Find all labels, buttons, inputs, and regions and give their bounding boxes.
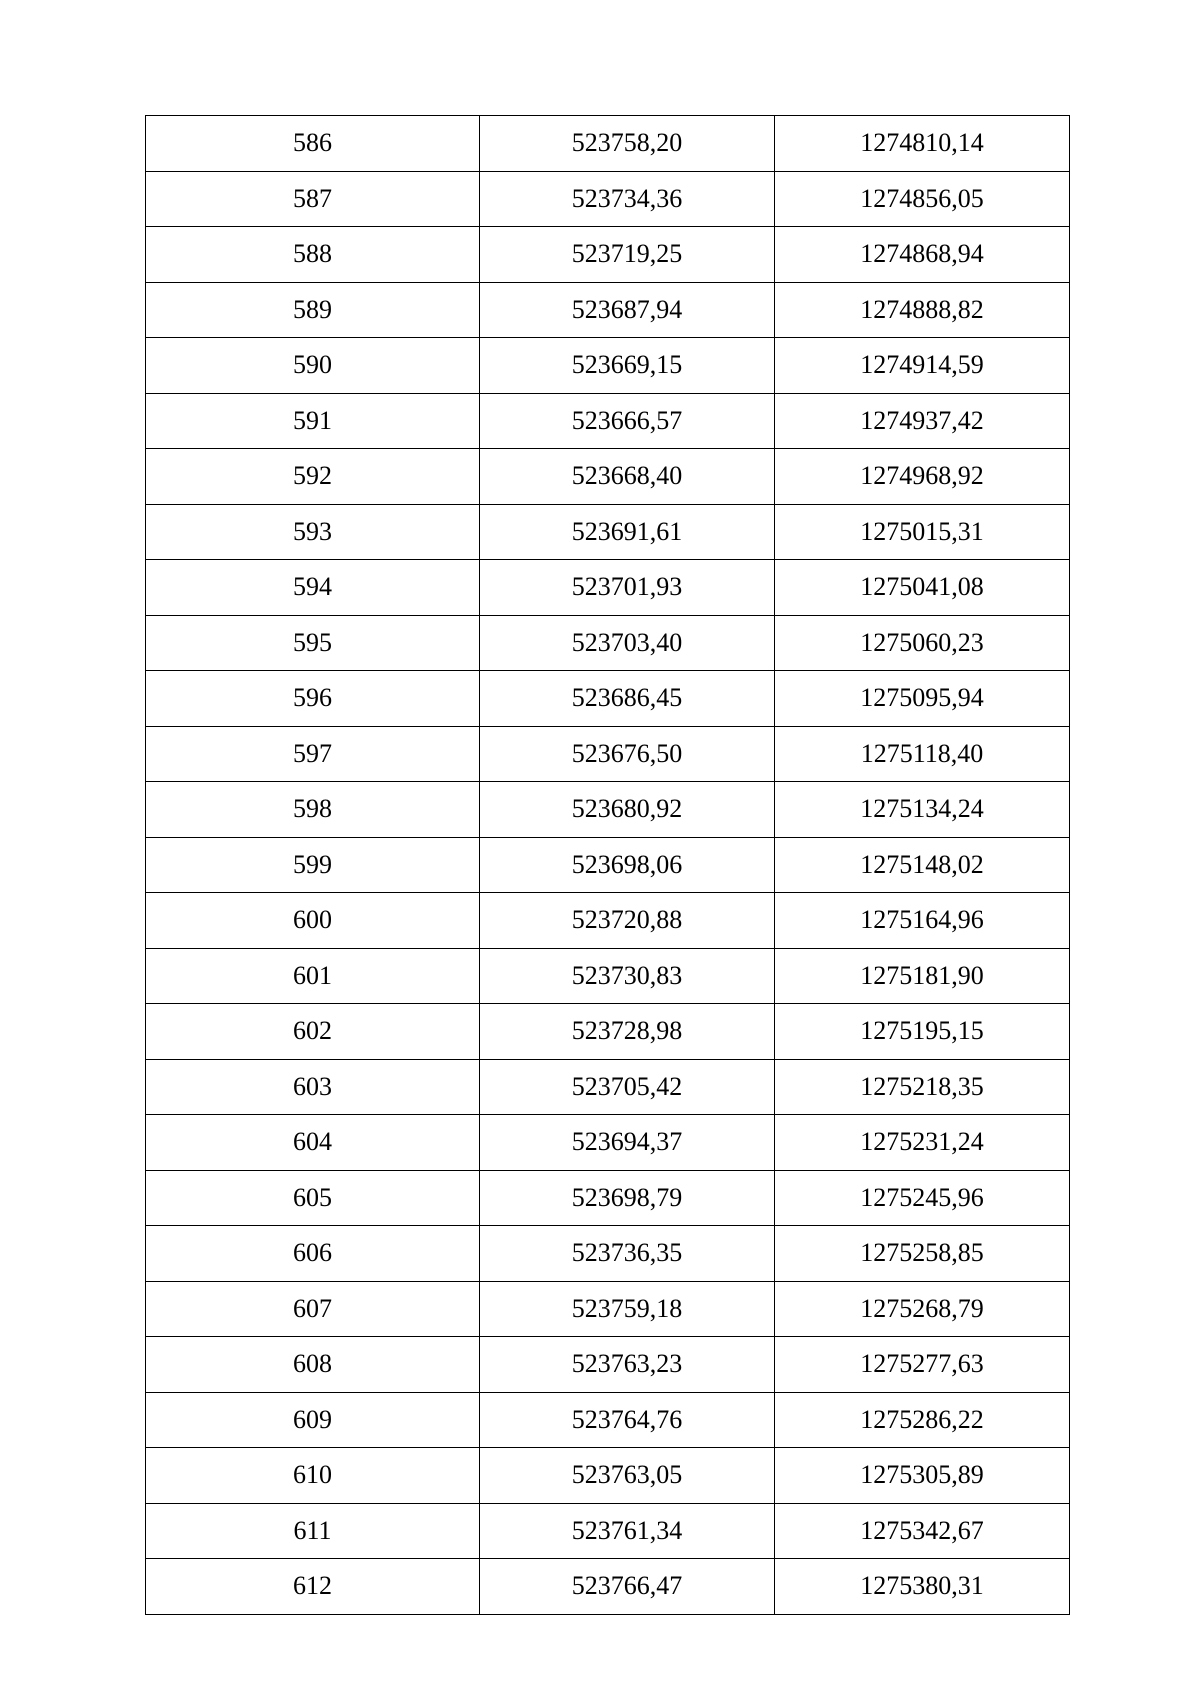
point-number-cell: 610 xyxy=(146,1448,480,1504)
point-number-cell: 611 xyxy=(146,1503,480,1559)
y-coordinate-cell: 1275164,96 xyxy=(775,893,1070,949)
y-coordinate-cell: 1275305,89 xyxy=(775,1448,1070,1504)
table-row xyxy=(146,1004,1070,1060)
point-number-cell: 597 xyxy=(146,726,480,782)
y-coordinate-cell: 1274937,42 xyxy=(775,393,1070,449)
table-row xyxy=(146,1503,1070,1559)
point-number-cell: 598 xyxy=(146,782,480,838)
x-coordinate-cell: 523730,83 xyxy=(480,948,775,1004)
table-row xyxy=(146,1059,1070,1115)
x-coordinate-cell: 523676,50 xyxy=(480,726,775,782)
y-coordinate-cell: 1275380,31 xyxy=(775,1559,1070,1615)
point-number-cell: 595 xyxy=(146,615,480,671)
x-coordinate-cell: 523705,42 xyxy=(480,1059,775,1115)
x-coordinate-cell: 523666,57 xyxy=(480,393,775,449)
table-row xyxy=(146,1281,1070,1337)
y-coordinate-cell: 1275134,24 xyxy=(775,782,1070,838)
x-coordinate-cell: 523687,94 xyxy=(480,282,775,338)
table-row xyxy=(146,1392,1070,1448)
table-row xyxy=(146,1115,1070,1171)
table-row xyxy=(146,1170,1070,1226)
y-coordinate-cell: 1275218,35 xyxy=(775,1059,1070,1115)
table-row xyxy=(146,1226,1070,1282)
y-coordinate-cell: 1275245,96 xyxy=(775,1170,1070,1226)
table-row xyxy=(146,560,1070,616)
y-coordinate-cell: 1275060,23 xyxy=(775,615,1070,671)
point-number-cell: 605 xyxy=(146,1170,480,1226)
y-coordinate-cell: 1275286,22 xyxy=(775,1392,1070,1448)
point-number-cell: 602 xyxy=(146,1004,480,1060)
table-row xyxy=(146,726,1070,782)
x-coordinate-cell: 523703,40 xyxy=(480,615,775,671)
y-coordinate-cell: 1275258,85 xyxy=(775,1226,1070,1282)
y-coordinate-cell: 1275095,94 xyxy=(775,671,1070,727)
y-coordinate-cell: 1274968,92 xyxy=(775,449,1070,505)
x-coordinate-cell: 523668,40 xyxy=(480,449,775,505)
x-coordinate-cell: 523734,36 xyxy=(480,171,775,227)
point-number-cell: 601 xyxy=(146,948,480,1004)
table-row xyxy=(146,171,1070,227)
table-row xyxy=(146,837,1070,893)
point-number-cell: 607 xyxy=(146,1281,480,1337)
x-coordinate-cell: 523766,47 xyxy=(480,1559,775,1615)
y-coordinate-cell: 1274868,94 xyxy=(775,227,1070,283)
point-number-cell: 599 xyxy=(146,837,480,893)
table-row xyxy=(146,116,1070,172)
point-number-cell: 590 xyxy=(146,338,480,394)
point-number-cell: 596 xyxy=(146,671,480,727)
table-row xyxy=(146,338,1070,394)
table-row xyxy=(146,615,1070,671)
table-row xyxy=(146,504,1070,560)
point-number-cell: 604 xyxy=(146,1115,480,1171)
y-coordinate-cell: 1275268,79 xyxy=(775,1281,1070,1337)
point-number-cell: 609 xyxy=(146,1392,480,1448)
coordinates-table xyxy=(145,115,1070,1615)
point-number-cell: 594 xyxy=(146,560,480,616)
x-coordinate-cell: 523763,23 xyxy=(480,1337,775,1393)
point-number-cell: 592 xyxy=(146,449,480,505)
y-coordinate-cell: 1275118,40 xyxy=(775,726,1070,782)
point-number-cell: 603 xyxy=(146,1059,480,1115)
table-row xyxy=(146,1337,1070,1393)
point-number-cell: 586 xyxy=(146,116,480,172)
x-coordinate-cell: 523698,06 xyxy=(480,837,775,893)
x-coordinate-cell: 523701,93 xyxy=(480,560,775,616)
x-coordinate-cell: 523759,18 xyxy=(480,1281,775,1337)
point-number-cell: 587 xyxy=(146,171,480,227)
x-coordinate-cell: 523694,37 xyxy=(480,1115,775,1171)
y-coordinate-cell: 1275231,24 xyxy=(775,1115,1070,1171)
x-coordinate-cell: 523686,45 xyxy=(480,671,775,727)
x-coordinate-cell: 523691,61 xyxy=(480,504,775,560)
table-row xyxy=(146,1448,1070,1504)
table-row xyxy=(146,671,1070,727)
x-coordinate-cell: 523763,05 xyxy=(480,1448,775,1504)
x-coordinate-cell: 523680,92 xyxy=(480,782,775,838)
y-coordinate-cell: 1275277,63 xyxy=(775,1337,1070,1393)
y-coordinate-cell: 1275342,67 xyxy=(775,1503,1070,1559)
point-number-cell: 588 xyxy=(146,227,480,283)
point-number-cell: 589 xyxy=(146,282,480,338)
y-coordinate-cell: 1274856,05 xyxy=(775,171,1070,227)
point-number-cell: 606 xyxy=(146,1226,480,1282)
y-coordinate-cell: 1275195,15 xyxy=(775,1004,1070,1060)
point-number-cell: 612 xyxy=(146,1559,480,1615)
point-number-cell: 608 xyxy=(146,1337,480,1393)
x-coordinate-cell: 523719,25 xyxy=(480,227,775,283)
y-coordinate-cell: 1274914,59 xyxy=(775,338,1070,394)
y-coordinate-cell: 1275015,31 xyxy=(775,504,1070,560)
y-coordinate-cell: 1274810,14 xyxy=(775,116,1070,172)
x-coordinate-cell: 523736,35 xyxy=(480,1226,775,1282)
y-coordinate-cell: 1275041,08 xyxy=(775,560,1070,616)
table-row xyxy=(146,227,1070,283)
point-number-cell: 600 xyxy=(146,893,480,949)
y-coordinate-cell: 1275181,90 xyxy=(775,948,1070,1004)
x-coordinate-cell: 523698,79 xyxy=(480,1170,775,1226)
y-coordinate-cell: 1274888,82 xyxy=(775,282,1070,338)
x-coordinate-cell: 523669,15 xyxy=(480,338,775,394)
y-coordinate-cell: 1275148,02 xyxy=(775,837,1070,893)
x-coordinate-cell: 523720,88 xyxy=(480,893,775,949)
table-row xyxy=(146,948,1070,1004)
x-coordinate-cell: 523758,20 xyxy=(480,116,775,172)
table-row xyxy=(146,393,1070,449)
coordinates-table-body xyxy=(146,116,1070,1615)
table-row xyxy=(146,893,1070,949)
x-coordinate-cell: 523764,76 xyxy=(480,1392,775,1448)
point-number-cell: 591 xyxy=(146,393,480,449)
table-row xyxy=(146,782,1070,838)
table-row xyxy=(146,282,1070,338)
table-row xyxy=(146,449,1070,505)
point-number-cell: 593 xyxy=(146,504,480,560)
table-row xyxy=(146,1559,1070,1615)
x-coordinate-cell: 523761,34 xyxy=(480,1503,775,1559)
x-coordinate-cell: 523728,98 xyxy=(480,1004,775,1060)
